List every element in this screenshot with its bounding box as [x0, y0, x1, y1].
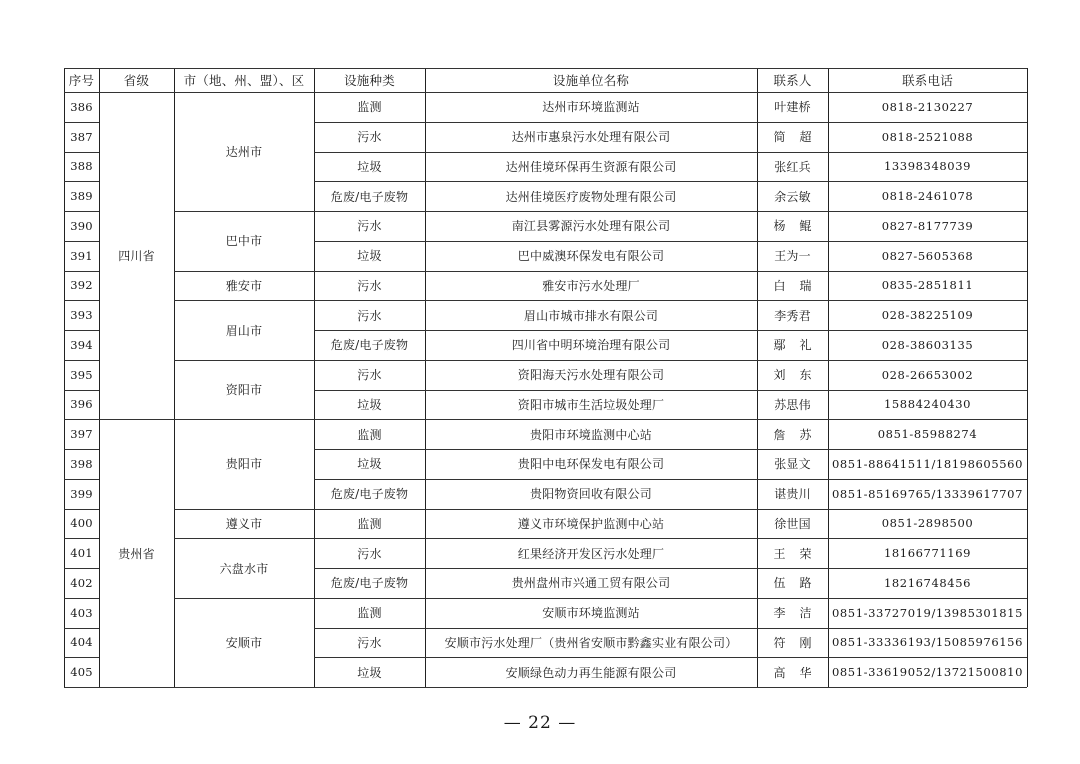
row-phone: 18216748456 — [883, 575, 972, 590]
row-phone: 0851-85988274 — [877, 427, 978, 442]
city-cell: 遵义市 — [225, 516, 263, 531]
row-facility-type: 垃圾 — [357, 159, 382, 174]
row-seq: 405 — [70, 665, 93, 680]
row-facility-unit: 达州佳境医疗废物处理有限公司 — [505, 189, 677, 204]
province-cell: 贵州省 — [118, 546, 155, 561]
header-contact: 联系人 — [773, 73, 812, 88]
row-phone: 028-38225109 — [881, 308, 974, 323]
column-rule — [1027, 68, 1028, 687]
city-cell: 眉山市 — [225, 323, 263, 338]
row-facility-unit: 遵义市环境保护监测中心站 — [517, 516, 665, 531]
row-seq: 394 — [70, 337, 93, 352]
province-cell: 四川省 — [118, 249, 155, 264]
row-seq: 390 — [70, 218, 93, 233]
row-contact: 符刚 — [773, 635, 826, 650]
row-facility-unit: 达州佳境环保再生资源有限公司 — [505, 159, 677, 174]
header-unit: 设施单位名称 — [552, 73, 630, 88]
row-contact: 张显文 — [774, 457, 811, 472]
row-contact: 张红兵 — [774, 159, 811, 174]
city-cell: 巴中市 — [225, 234, 263, 249]
row-facility-type: 监测 — [357, 427, 382, 442]
row-facility-unit: 贵州盘州市兴通工贸有限公司 — [511, 576, 671, 591]
city-cell: 六盘水市 — [219, 561, 269, 576]
row-phone: 0851-33336193/15085976156 — [831, 635, 1024, 650]
row-facility-type: 污水 — [357, 130, 382, 145]
row-contact: 余云敏 — [774, 189, 811, 204]
row-seq: 402 — [70, 575, 93, 590]
city-cell: 安顺市 — [225, 635, 263, 650]
header-city: 市（地、州、盟）、区 — [183, 73, 305, 88]
header-seq: 序号 — [68, 73, 95, 88]
row-seq: 393 — [70, 308, 93, 323]
row-facility-unit: 贵阳市环境监测中心站 — [529, 427, 652, 442]
header-type: 设施种类 — [344, 73, 395, 88]
row-phone: 028-26653002 — [881, 367, 974, 382]
row-facility-type: 垃圾 — [357, 397, 382, 412]
row-facility-type: 垃圾 — [357, 665, 382, 680]
row-facility-unit: 南江县雾源污水处理有限公司 — [511, 219, 671, 234]
row-seq: 404 — [70, 635, 93, 650]
row-facility-unit: 安顺市污水处理厂（贵州省安顺市黔鑫实业有限公司） — [444, 635, 738, 650]
row-facility-type: 污水 — [357, 219, 382, 234]
row-facility-unit: 资阳市城市生活垃圾处理厂 — [517, 397, 665, 412]
row-facility-unit: 贵阳中电环保发电有限公司 — [517, 457, 665, 472]
row-contact: 谌贵川 — [774, 487, 811, 502]
row-facility-type: 监测 — [357, 606, 382, 621]
row-phone: 0827-5605368 — [881, 248, 974, 263]
row-phone: 13398348039 — [883, 159, 972, 174]
row-phone: 0851-33619052/13721500810 — [831, 665, 1024, 680]
row-phone: 18166771169 — [883, 546, 972, 561]
row-phone: 0818-2521088 — [881, 129, 974, 144]
row-facility-unit: 安顺市环境监测站 — [542, 606, 640, 621]
row-seq: 396 — [70, 397, 93, 412]
row-seq: 401 — [70, 546, 93, 561]
row-contact: 徐世国 — [774, 516, 811, 531]
row-phone: 0827-8177739 — [881, 218, 974, 233]
row-phone: 0835-2851811 — [881, 278, 974, 293]
row-facility-unit: 达州市惠泉污水处理有限公司 — [511, 130, 671, 145]
row-facility-type: 污水 — [357, 308, 382, 323]
row-facility-type: 污水 — [357, 278, 382, 293]
row-phone: 0851-33727019/13985301815 — [831, 605, 1024, 620]
row-phone: 0818-2461078 — [881, 189, 974, 204]
row-contact: 鄢礼 — [773, 338, 826, 353]
row-phone: 0851-88641511/18198605560 — [831, 456, 1024, 471]
row-seq: 389 — [70, 189, 93, 204]
row-contact: 刘东 — [773, 368, 826, 383]
header-province: 省级 — [123, 73, 150, 88]
row-facility-type: 污水 — [357, 546, 382, 561]
row-facility-type: 污水 — [357, 368, 382, 383]
row-facility-unit: 巴中威澳环保发电有限公司 — [517, 249, 665, 264]
row-facility-unit: 资阳海天污水处理有限公司 — [517, 368, 665, 383]
row-facility-unit: 眉山市城市排水有限公司 — [523, 308, 659, 323]
row-facility-type: 监测 — [357, 516, 382, 531]
row-seq: 386 — [70, 99, 93, 114]
row-phone: 0851-85169765/13339617707 — [831, 486, 1024, 501]
row-phone: 0851-2898500 — [881, 516, 974, 531]
row-phone: 15884240430 — [883, 397, 972, 412]
row-contact: 王为一 — [774, 249, 811, 264]
row-facility-type: 污水 — [357, 635, 382, 650]
row-contact: 伍路 — [773, 576, 826, 591]
row-facility-type: 危废/电子废物 — [330, 576, 409, 591]
row-facility-unit: 雅安市污水处理厂 — [542, 278, 640, 293]
row-facility-type: 垃圾 — [357, 457, 382, 472]
row-seq: 387 — [70, 129, 93, 144]
row-seq: 403 — [70, 605, 93, 620]
row-contact: 詹苏 — [773, 427, 826, 442]
row-facility-unit: 贵阳物资回收有限公司 — [529, 487, 652, 502]
row-facility-type: 垃圾 — [357, 249, 382, 264]
row-contact: 李洁 — [773, 606, 826, 621]
row-contact: 白瑞 — [773, 278, 826, 293]
row-facility-unit: 达州市环境监测站 — [542, 100, 640, 115]
row-seq: 398 — [70, 456, 93, 471]
page-number: — 22 — — [503, 713, 577, 733]
row-facility-type: 监测 — [357, 100, 382, 115]
row-contact: 简超 — [773, 130, 826, 145]
row-seq: 399 — [70, 486, 93, 501]
row-facility-unit: 四川省中明环境治理有限公司 — [511, 338, 671, 353]
city-cell: 达州市 — [225, 145, 263, 159]
row-seq: 392 — [70, 278, 93, 293]
row-facility-unit: 红果经济开发区污水处理厂 — [517, 546, 665, 561]
row-contact: 李秀君 — [774, 308, 811, 323]
row-facility-type: 危废/电子废物 — [330, 487, 409, 502]
row-seq: 400 — [70, 516, 93, 531]
row-contact: 王荣 — [773, 546, 826, 561]
row-facility-type: 危废/电子废物 — [330, 338, 409, 353]
row-contact: 苏思伟 — [774, 397, 811, 412]
row-facility-type: 危废/电子废物 — [330, 189, 409, 204]
city-cell: 贵阳市 — [225, 457, 263, 472]
city-cell: 资阳市 — [225, 383, 263, 397]
row-seq: 388 — [70, 159, 93, 174]
row-contact: 叶建桥 — [774, 100, 811, 115]
row-seq: 395 — [70, 367, 93, 382]
city-cell: 雅安市 — [225, 278, 263, 293]
row-contact: 高华 — [773, 665, 826, 680]
row-contact: 杨鲲 — [773, 219, 826, 234]
row-facility-unit: 安顺绿色动力再生能源有限公司 — [505, 665, 677, 680]
row-seq: 397 — [70, 427, 93, 442]
header-phone: 联系电话 — [902, 73, 953, 88]
row-seq: 391 — [70, 248, 93, 263]
row-phone: 0818-2130227 — [881, 99, 974, 114]
row-rule — [64, 687, 1027, 688]
row-phone: 028-38603135 — [881, 337, 974, 352]
